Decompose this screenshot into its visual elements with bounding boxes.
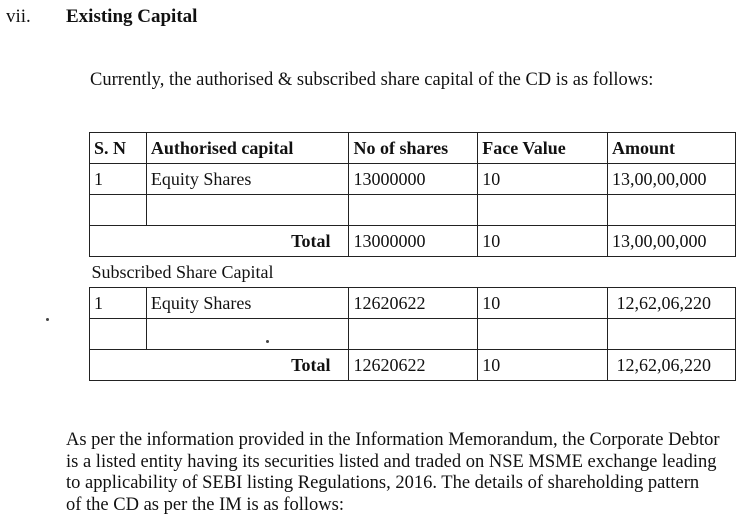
- cell-type: Equity Shares: [146, 288, 349, 319]
- header-authorised-capital: Authorised capital: [146, 133, 349, 164]
- capital-table: [89, 132, 736, 381]
- cell-face-value: 10: [478, 164, 608, 195]
- total-label: Total: [90, 226, 349, 257]
- cell-sn: 1: [90, 164, 147, 195]
- subscribed-label-row: [90, 257, 736, 288]
- table-total-row: [90, 226, 736, 257]
- body-paragraph: [66, 430, 742, 516]
- total-amount: 13,00,00,000: [608, 226, 736, 257]
- table-row: [90, 164, 736, 195]
- total-shares: 13000000: [349, 226, 478, 257]
- cell-amount: 12,62,06,220: [608, 288, 736, 319]
- total-label: Total: [90, 350, 349, 381]
- header-no-of-shares: No of shares: [349, 133, 478, 164]
- header-amount: Amount: [608, 133, 736, 164]
- paragraph-line: As per the information provided in the Information Memorandum, the Corporate Debtor: [66, 430, 720, 450]
- header-sn: S. N: [90, 133, 147, 164]
- cell-type: Equity Shares: [146, 164, 349, 195]
- total-amount: 12,62,06,220: [608, 350, 736, 381]
- subscribed-label: Subscribed Share Capital: [90, 257, 736, 288]
- cell-shares: 12620622: [349, 288, 478, 319]
- section-number: vii.: [6, 6, 31, 27]
- paragraph-line: is a listed entity having its securities listed and traded on NSE MSME exchange leading: [66, 451, 717, 472]
- total-face-value: 10: [478, 226, 608, 257]
- section-title: Existing Capital: [66, 6, 198, 27]
- header-face-value: Face Value: [478, 133, 608, 164]
- scan-speck: [46, 318, 49, 321]
- cell-sn: 1: [90, 288, 147, 319]
- cell-shares: 13000000: [349, 164, 478, 195]
- cell-face-value: 10: [478, 288, 608, 319]
- table-row: [90, 288, 736, 319]
- total-shares: 12620622: [349, 350, 478, 381]
- cell-amount: 13,00,00,000: [608, 164, 736, 195]
- scan-speck: [266, 340, 269, 343]
- table-total-row: [90, 350, 736, 381]
- table-row-empty: [90, 195, 736, 226]
- intro-text: Currently, the authorised & subscribed share capital of the CD is as follows:: [90, 70, 654, 90]
- paragraph-line: of the CD as per the IM is as follows:: [66, 494, 344, 515]
- paragraph-line: to applicability of SEBI listing Regulations, 2016. The details of shareholding pattern: [66, 473, 700, 493]
- total-face-value: 10: [478, 350, 608, 381]
- table-header-row: [90, 133, 736, 164]
- table-row-empty: [90, 319, 736, 350]
